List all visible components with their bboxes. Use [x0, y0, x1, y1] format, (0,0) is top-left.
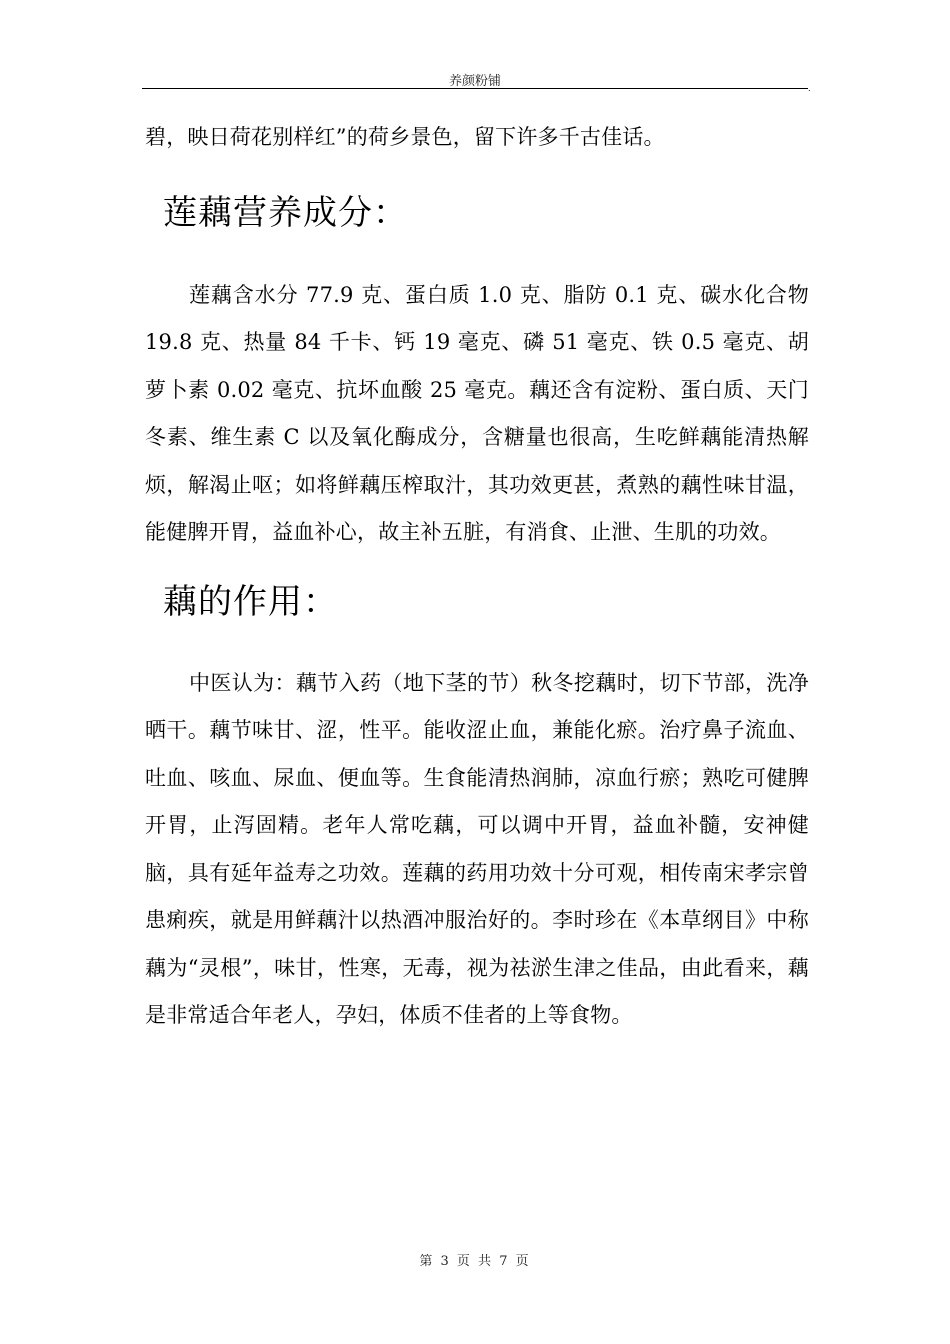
- section-heading-nutrition: 莲藕营养成分：: [163, 192, 408, 233]
- nutrition-paragraph: 莲藕含水分 77.9 克、蛋白质 1.0 克、脂防 0.1 克、碳水化合物 19.8 克、热量 84 千卡、钙 19 毫克、磷 51 毫克、铁 0.5 毫克、胡萝卜素 0.02 毫克、抗坏血酸 25 毫克。藕还含有淀粉、蛋白质、天门冬素、维生素 C 以及氧化酶成分，含糖量也很高，生吃鲜藕能清热解烦，解渴止呕；如将鲜藕压榨取汁，其功效更甚，煮熟的藕性味甘温，能健脾开胃，益血补心，故主补五脏，有消食、止泄、生肌的功效。: [145, 282, 809, 544]
- page-header: 养颜粉铺: [448, 74, 501, 89]
- page-number-footer: 第 3 页 共 7 页: [419, 1254, 531, 1269]
- effects-paragraph: 中医认为：藕节入药（地下茎的节）秋冬挖藕时，切下节部，洗净晒干。藕节味甘、涩，性平。能收涩止血，兼能化瘀。治疗鼻子流血、吐血、咳血、尿血、便血等。生食能清热润肺，凉血行瘀；熟吃可健脾开胃，止泻固精。老年人常吃藕，可以调中开胃，益血补髓，安神健脑，具有延年益寿之功效。莲藕的药用功效十分可观，相传南宋孝宗曾患痢疾，就是用鲜藕汁以热酒冲服治好的。李时珍在《本草纲目》中称藕为“灵根”，味甘，性寒，无毒，视为祛淤生津之佳品，由此看来，藕是非常适合年老人，孕妇，体质不佳者的上等食物。: [145, 670, 809, 1027]
- section-heading-effects: 藕的作用：: [163, 581, 338, 622]
- header-mark: .: [808, 84, 811, 93]
- intro-line: 碧，映日荷花别样红”的荷乡景色，留下许多千古佳话。: [145, 125, 665, 149]
- header-divider: [142, 88, 808, 89]
- document-body: [145, 114, 809, 1040]
